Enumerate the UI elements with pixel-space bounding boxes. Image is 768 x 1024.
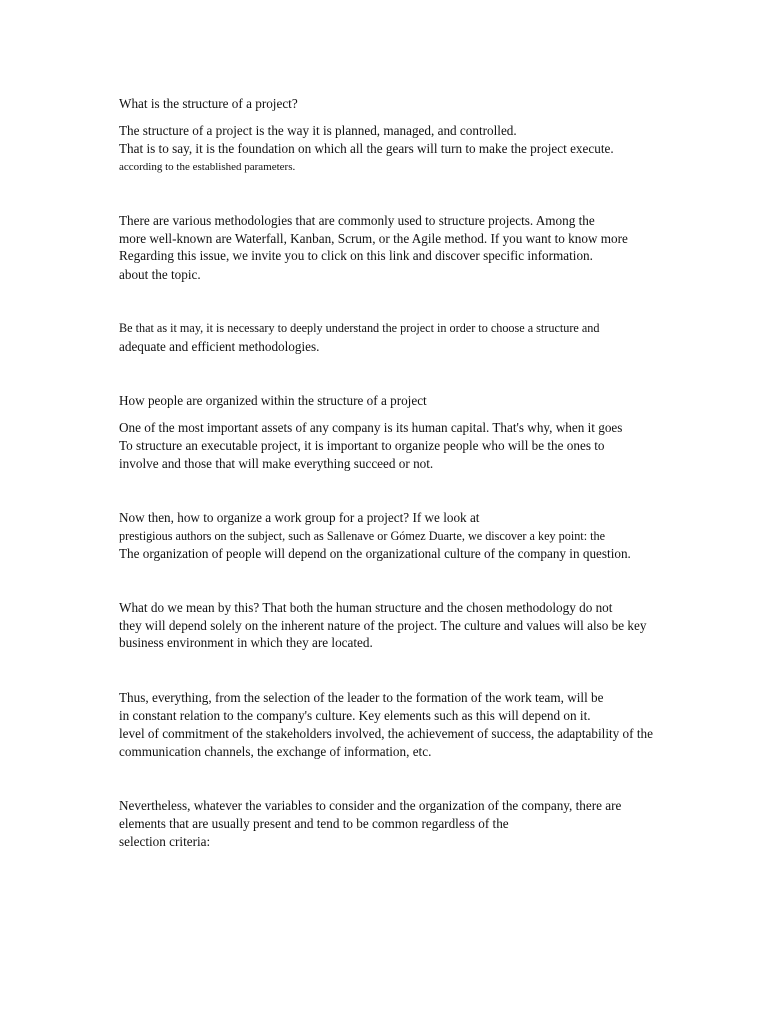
paragraph-line: One of the most important assets of any company is its human capital. That's why, when it goes: [119, 420, 623, 435]
paragraph-line: they will depend solely on the inherent nature of the project. The culture and values will also be key: [119, 618, 647, 633]
paragraph-line: prestigious authors on the subject, such as Sallenave or Gómez Duarte, we discover a key point: the: [119, 529, 606, 543]
paragraph-line: Nevertheless, whatever the variables to consider and the organization of the company, there are: [119, 798, 622, 813]
paragraph-line: in constant relation to the company's culture. Key elements such as this will depend on it.: [119, 708, 591, 723]
paragraph-line: communication channels, the exchange of information, etc.: [119, 744, 432, 759]
paragraph-line: The organization of people will depend on the organizational culture of the company in question.: [119, 546, 631, 561]
paragraph-line: The structure of a project is the way it is planned, managed, and controlled.: [119, 123, 517, 138]
paragraph-line: about the topic.: [119, 267, 201, 282]
paragraph-line: more well-known are Waterfall, Kanban, Scrum, or the Agile method. If you want to know more: [119, 231, 628, 246]
heading-project-structure: What is the structure of a project?: [119, 96, 298, 111]
paragraph-line: Thus, everything, from the selection of the leader to the formation of the work team, will be: [119, 690, 604, 705]
paragraph-line: selection criteria:: [119, 834, 211, 849]
paragraph-line: To structure an executable project, it is important to organize people who will be the ones to: [119, 438, 605, 453]
paragraph-line: business environment in which they are located.: [119, 635, 373, 650]
paragraph-line: level of commitment of the stakeholders involved, the achievement of success, the adaptability of the: [119, 726, 653, 741]
paragraph-line: according to the established parameters.: [119, 161, 296, 173]
paragraph-line: There are various methodologies that are commonly used to structure projects. Among the: [119, 213, 595, 228]
paragraph-line: elements that are usually present and tend to be common regardless of the: [119, 816, 509, 831]
paragraph-line: adequate and efficient methodologies.: [119, 339, 320, 354]
paragraph-line: involve and those that will make everything succeed or not.: [119, 456, 434, 471]
paragraph-line: That is to say, it is the foundation on which all the gears will turn to make the project execute.: [119, 141, 614, 156]
paragraph-line: What do we mean by this? That both the human structure and the chosen methodology do not: [119, 600, 613, 615]
paragraph-line: Now then, how to organize a work group for a project? If we look at: [119, 510, 480, 525]
paragraph-line: Be that as it may, it is necessary to deeply understand the project in order to choose a structure and: [119, 321, 600, 335]
heading-people-organization: How people are organized within the structure of a project: [119, 393, 427, 408]
paragraph-line: Regarding this issue, we invite you to click on this link and discover specific information.: [119, 248, 593, 263]
